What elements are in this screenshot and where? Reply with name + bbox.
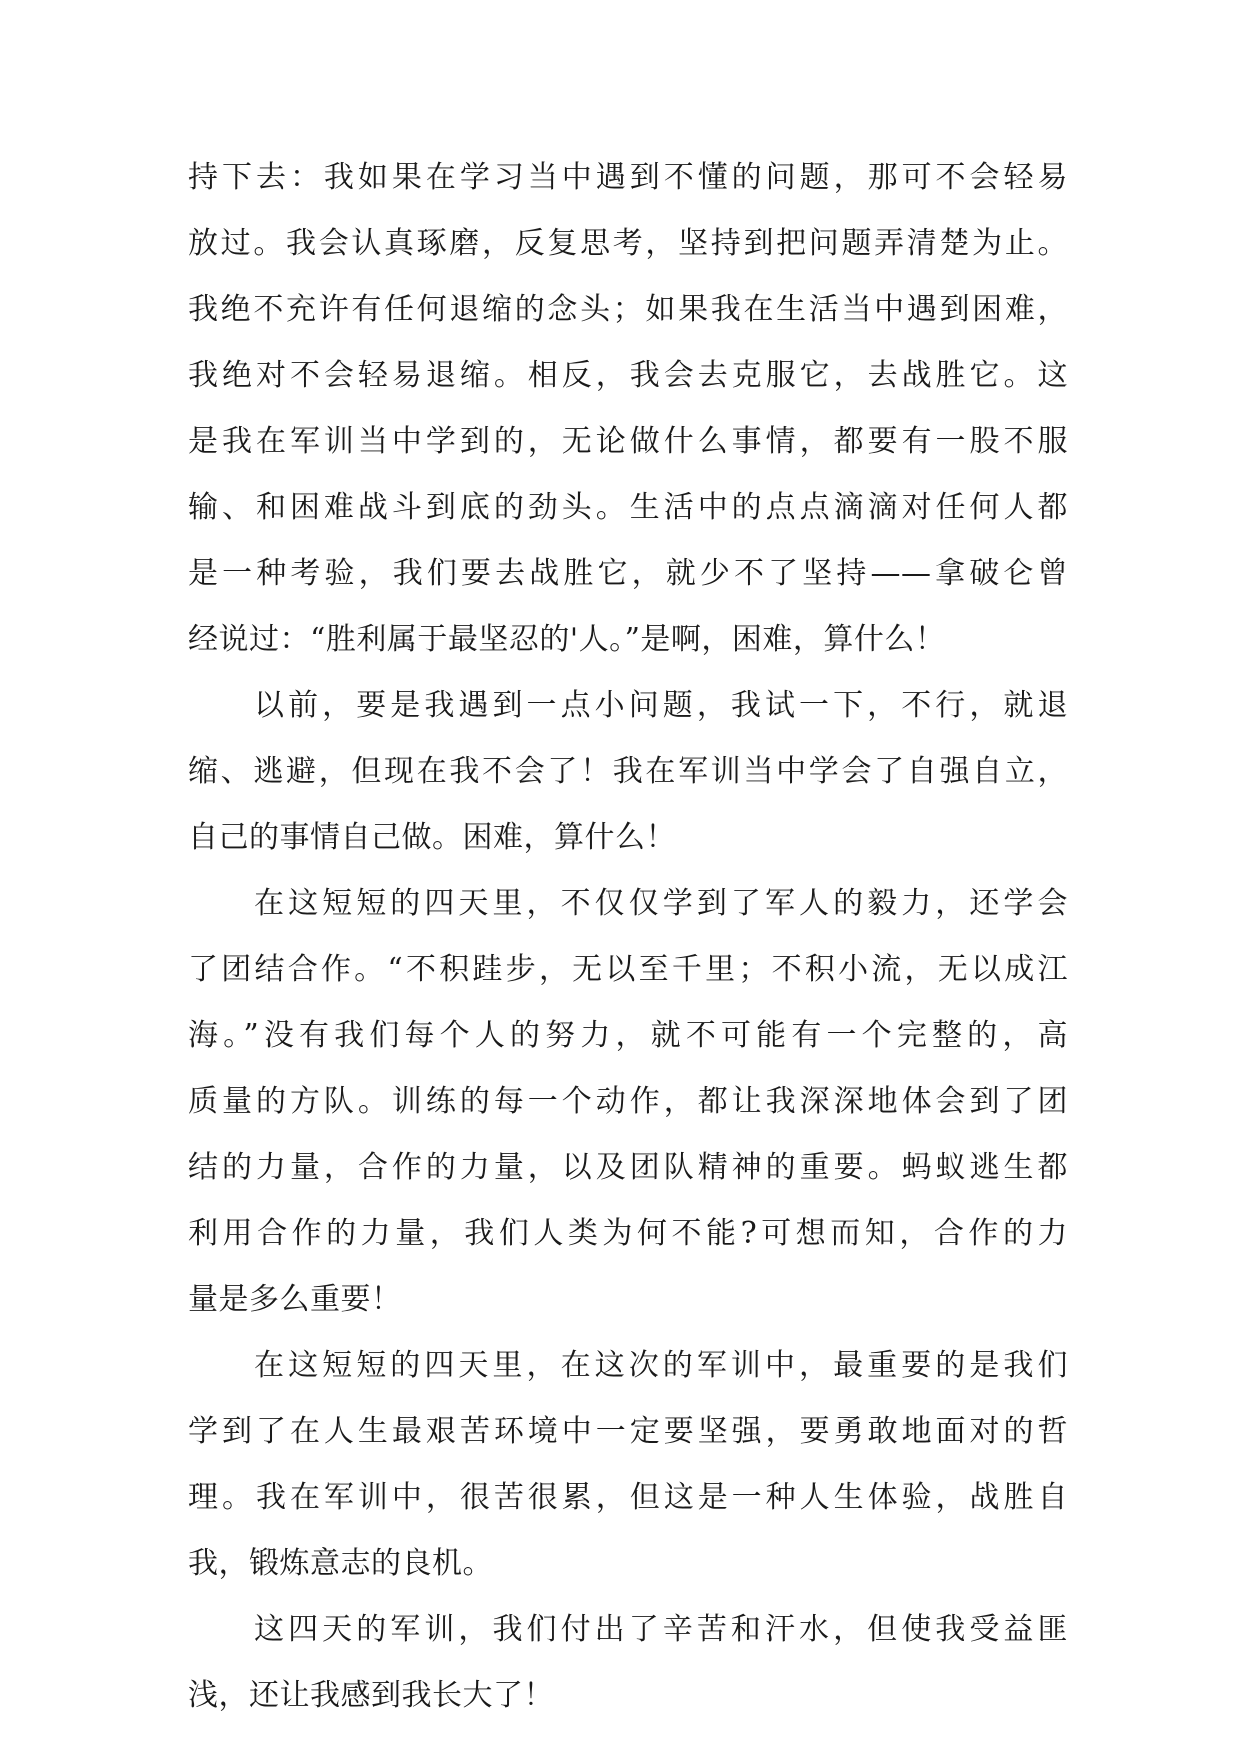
text-line: 我，锻炼意志的良机。: [188, 1546, 493, 1581]
text-line: 持下去：我如果在学习当中遇到不懂的问题，那可不会轻易: [188, 160, 1068, 195]
text-line: 缩、逃避，但现在我不会了！我在军训当中学会了自强自立，: [188, 754, 1068, 789]
text-line: 经说过：“胜利属于最坚忍的'人。”是啊，困难，算什么！: [188, 622, 946, 657]
text-line: 学到了在人生最艰苦环境中一定要坚强，要勇敢地面对的哲: [188, 1414, 1068, 1449]
paragraph-first-line: 以前，要是我遇到一点小问题，我试一下，不行，就退: [254, 688, 1068, 723]
paragraph-first-line: 这四天的军训，我们付出了辛苦和汗水，但使我受益匪: [254, 1612, 1068, 1647]
paragraph-first-line: 在这短短的四天里，在这次的军训中，最重要的是我们: [254, 1348, 1068, 1383]
paragraph-first-line: 在这短短的四天里，不仅仅学到了军人的毅力，还学会: [254, 886, 1068, 921]
text-line: 是一种考验，我们要去战胜它，就少不了坚持——拿破仑曾: [188, 556, 1068, 591]
text-line: 我绝对不会轻易退缩。相反，我会去克服它，去战胜它。这: [188, 358, 1068, 393]
text-line: 利用合作的力量，我们人类为何不能?可想而知，合作的力: [188, 1216, 1068, 1251]
text-line: 量是多么重要！: [188, 1282, 402, 1317]
text-line: 是我在军训当中学到的，无论做什么事情，都要有一股不服: [188, 424, 1068, 459]
text-line: 浅，还让我感到我长大了！: [188, 1678, 554, 1713]
text-line: 了团结合作。“不积跬步，无以至千里；不积小流，无以成江: [188, 952, 1068, 987]
text-line: 理。我在军训中，很苦很累，但这是一种人生体验，战胜自: [188, 1480, 1068, 1515]
text-line: 自己的事情自己做。困难，算什么！: [188, 820, 676, 855]
text-line: 海。”没有我们每个人的努力，就不可能有一个完整的，高: [188, 1018, 1068, 1053]
text-line: 我绝不充许有任何退缩的念头；如果我在生活当中遇到困难，: [188, 292, 1068, 327]
text-line: 质量的方队。训练的每一个动作，都让我深深地体会到了团: [188, 1084, 1068, 1119]
text-line: 放过。我会认真琢磨，反复思考，坚持到把问题弄清楚为止。: [188, 226, 1068, 261]
text-line: 结的力量，合作的力量，以及团队精神的重要。蚂蚁逃生都: [188, 1150, 1068, 1185]
text-line: 输、和困难战斗到底的劲头。生活中的点点滴滴对任何人都: [188, 490, 1068, 525]
